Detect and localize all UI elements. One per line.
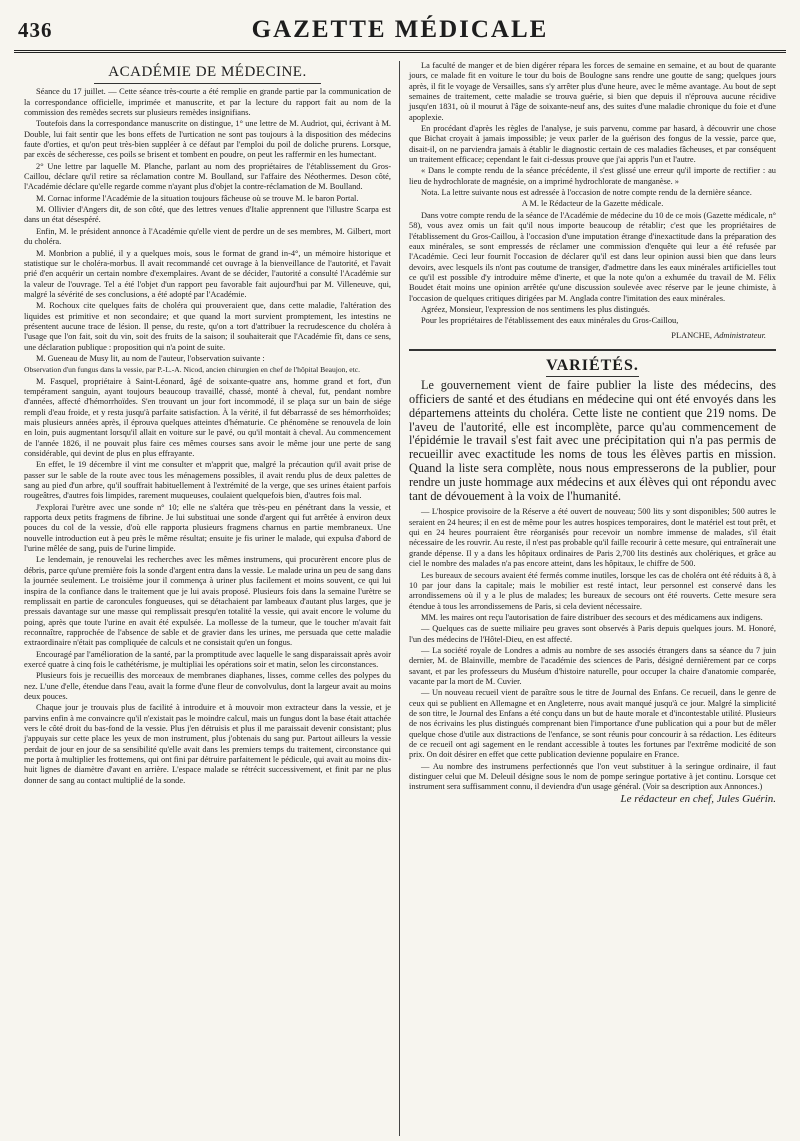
paragraph: M. Monbrion a publié, il y a quelques mois, sous le format de grand in-4°, un mémoire historique et statistique sur le choléra-morbus. Il avait recommandé cet ouvrage à la bienveillance de l'autorité, et l'avait prié d'en acquérir un certain nombre d'exemplaires. Avant de se décider, l'autorité a consulté l'Académie sur la valeur de l'ouvrage. Tel a été l'objet d'un rapport peu favorable fait aujourd'hui par M. Villeneuve, qui, malgré la sévérité de ses conclusions, a été adopté par l'Académie. — [24, 248, 391, 299]
lead-block — [409, 379, 776, 503]
signature-role: Administrateur. — [714, 330, 766, 340]
paragraph: Le lendemain, je renouvelai les recherches avec les mêmes instrumens, qui procurèrent encore plus de débris, parce qu'une première fois la sonde d'argent entra dans la vessie. Le malade urina un peu de sang dans la journée seulement. Le troisième jour il commença à uriner plus facilement et moins souvent, ce qui lui inspira de la confiance dans le traitement que je lui avais proposé. Plusieurs fois dans la semaine l'urètre se remplissait en partie de caroncules fongueuses, qui se détachaient par lambeaux d'autant plus larges, que je pressais davantage sur une masse qui remplissait presqu'en totalité la vessie, qui avait encore le volume du poing, après que toute l'urine en avait été expulsée. La mollesse de la tumeur, que le toucher m'avait fait reconnaître, rapprochée de l'absence de sable et de gravier dans les urines, me persuada que cette maladie extraordinaire n'était pas compliquée de calculs et ne consistait qu'en un fongus. — [24, 555, 391, 648]
paragraph: — Au nombre des instrumens perfectionnés que l'on veut substituer à la seringue ordinaire, il faut distinguer celui que M. Deleuil désigne sous le nom de pompe seringue portative à jet continu. Lorsque cet instrument sera suffisamment connu, il deviendra d'un usage général. (Voir sa description aux Annonces.) — [409, 761, 776, 792]
lead-paragraph: Le gouvernement vient de faire publier la liste des médecins, des officiers de santé et des étudians en médecine qui ont été envoyés dans les départemens atteints du choléra. Cette liste ne contient que 219 noms. De l'aveu de l'autorité, elle est incomplète, parce qu'au commencement de l'épidémie le travail s'est fait avec une précipitation qui n'a pas permis de recueillir avec exactitude les noms de tous les élèves partis en mission. Quand la liste sera complète, nous nous empresserons de la publier, pour rendre un juste hommage aux médecins et aux élèves qui ont répondu avec tant de dévouement à la voix de l'humanité. — [409, 378, 776, 503]
paragraph: En procédant d'après les règles de l'analyse, je suis parvenu, comme par hasard, à découvrir une chose que Bichat croyait à jamais impossible; je veux parler de la guérison des fongus de la vessie, parce que, disait-il, on ne parviendra jamais à établir le diagnostic certain de ces maladies fâcheuses, et par conséquent un traitement efficace; cependant le fait ci-dessus prouve que j'ai appris l'un et l'autre. — [409, 124, 776, 165]
paragraph: M. Gueneau de Musy lit, au nom de l'auteur, l'observation suivante : — [36, 353, 265, 363]
paragraph: Encouragé par l'amélioration de la santé, par la promptitude avec laquelle le sang disparaissait après avoir exercé quatre à cinq fois le cathétérisme, je multipliai les opérations soir et matin, selon les circonstances. — [24, 649, 391, 669]
erratum-paragraph: « Dans le compte rendu de la séance précédente, il s'est glissé une erreur qu'il importe de rectifier : au lieu de hydrochlorate de magnésie, on a imprimé hydrochlorate de manganèse. » — [409, 166, 776, 186]
paragraph: Agréez, Monsieur, l'expression de nos sentimens les plus distingués. — [421, 304, 650, 314]
paragraph: M. Cornac informe l'Académie de la situation toujours fâcheuse où se trouve M. le baron Portal. — [36, 193, 359, 203]
columns — [14, 61, 786, 1136]
paragraph: Plusieurs fois je recueillis des morceaux de membranes diaphanes, lisses, comme celles des polypes du nez. L'une d'elle, étendue dans l'eau, avait la forme d'une fleur de convolvulus, dont la largeur avait au moins deux pouces. — [24, 671, 391, 701]
signature-name: PLANCHE, — [671, 330, 713, 340]
journal-title: GAZETTE MÉDICALE — [251, 16, 549, 43]
paragraph: Séance du 17 juillet. — Cette séance très-courte a été remplie en grande partie par la communication de la correspondance officielle, imprimée et manuscrite, et par la lecture du rapport fait au nom de la commission des remèdes secrets sur plusieurs remèdes insignifians. — [24, 87, 391, 118]
paragraph: Pour les propriétaires de l'établissement des eaux minérales du Gros-Caillou, — [421, 316, 679, 326]
paragraph: — Quelques cas de suette miliaire peu graves sont observés à Paris depuis quelques jours. M. Honoré, l'un des médecins de l'Hôtel-Dieu, en est affecté. — [409, 624, 776, 644]
page-number: 436 — [18, 18, 53, 42]
paragraph: La faculté de manger et de bien digérer répara les forces de semaine en semaine, et au bout de quarante jours, ce malade fit en voiture le tour du bois de Boulogne sans rendre une goutte de sang; quelques jours après, il fit le voyage de Versailles, sans s'y arrêter plus d'une heure, avec le même avantage. Au bout de sept semaines de traitement, cette maladie se trouva guérie, si bien que depuis il n'éprouva aucune récidive jusqu'en 1831, où il mourut à l'âge de soixante-neuf ans, des suites d'une maladie chronique du foie et d'une apoplexie. — [409, 61, 776, 122]
paragraph: M. Rochoux cite quelques faits de choléra qui prouveraient que, dans cette maladie, l'altération des liquides est primitive et non secondaire; et que quand la mort survient promptement, les intestins ne présentent aucune trace de lésion. Il pense, du reste, qu'on a tort d'attribuer la recrudescence du choléra à l'usage que l'on fait, soit du vin, soit des fruits de la saison; il souhaiterait que l'Académie fît, dans ce sens, une déclaration publique : proposition qui n'a point de suite. — [24, 301, 391, 352]
note-paragraph: Nota. La lettre suivante nous est adressée à l'occasion de notre compte rendu de la dernière séance. — [421, 188, 752, 198]
observation-title: Observation d'un fungus dans la vessie, par P.-L.-A. Nicod, ancien chirurgien en chef de l'hôpital Beaujon, etc. — [24, 365, 360, 375]
letter-signature — [409, 331, 766, 341]
paragraph: M. Ollivier d'Angers dit, de son côté, que des lettres venues d'Italie apprennent que l'illustre Scarpa est dans un état désespéré. — [24, 205, 391, 225]
section-title-varietes: VARIÉTÉS. — [409, 361, 776, 371]
paragraph: Enfin, M. le président annonce à l'Académie qu'elle vient de perdre un de ses membres, M. Gilbert, mort du choléra. — [24, 226, 391, 247]
paragraph: — La société royale de Londres a admis au nombre de ses associés étrangers dans sa séance du 7 juin dernier, M. de Blainville, membre de l'académie des sciences de Paris, désigné dernièrement par ce corps savant, et par les professeurs du Muséum d'histoire naturelle, pour occuper la chaire d'anatomie comparée, vacante par la mort de M. Cuvier. — [409, 645, 776, 686]
section-title-academie: ACADÉMIE DE MÉDECINE. — [24, 67, 391, 77]
paragraph: Les bureaux de secours avaient été fermés comme inutiles, lorsque les cas de choléra ont été réduits à 8, à 10 par jour dans la capitale; mais le mobilier est resté intact, leur personnel est conservé dans les arrondissemens où il y a le plus de malades; les bureaux de secours ont été rouverts. Cette mesure sera étendue à tous les arrondissemens de Paris, si cela devient nécessaire. — [409, 570, 776, 611]
left-column — [14, 61, 400, 1136]
letter-heading: A M. le Rédacteur de la Gazette médicale. — [521, 199, 664, 209]
paragraph: Dans votre compte rendu de la séance de l'Académie de médecine du 10 de ce mois (Gazette médicale, n° 58), vous avez omis un fait qu'il nous importe beaucoup de rétablir; c'est que les propriétaires de l'établissement du Gros-Caillou, à l'occasion d'une imputation étrange d'inexactitude dans la préparation des eaux minérales, se sont empressés de réclamer une commission d'enquête qui leur a été refusée par l'Académie. Ceci leur fournit l'occasion de déclarer qu'il est dans leur opinion aussi bien que dans leurs devoirs, avec lesquels ils n'ont pas coutume de transiger, d'admettre dans les eaux minérales artificielles tout ce qu'il est possible d'y introduire même d'inerte, et que la note qu'on a exhumée du travail de M. Félix Boudet était moins une opinion arrêtée qu'une discussion soulevée avec réserve par le jeune chimiste, à l'occasion de quelques critiques dirigées par M. Anglada contre l'imitation des eaux minérales. — [409, 210, 776, 303]
paragraph: — Un nouveau recueil vient de paraître sous le titre de Journal des Enfans. Ce recueil, dans le genre de ceux qui se publient en Allemagne et en Angleterre, nous avait manqué jusqu'à ce jour. Malgré la simplicité de son titre, le Journal des Enfans a été conçu dans un but de haute morale et d'incontestable utilité. Plusieurs de nos écrivains les plus distingués comprenant bien l'importance d'une publication qui a pour but de mêler quelque chose d'utile aux distractions de l'enfance, se sont réunis pour concourir à sa rédaction. Les éditeurs de ce recueil ont agi sagement en le rendant accessible à toutes les fortunes par l'extrême modicité de son prix. On doit désirer en effet que cette publication devienne populaire en France. — [409, 688, 776, 760]
paragraph: Chaque jour je trouvais plus de facilité à introduire et à mouvoir mon extracteur dans la vessie, et je parvins enfin à me convaincre qu'il n'existait pas le moindre calcul, mais un fungus dont la base était attachée vers le côté droit du bas-fond de la vessie. Plus j'en détruisis et plus il me paraissait devenir consistant; plus j'appuyais sur cette place les yeux de mon instrument, plus j'obtenais du sang pur. Partout ailleurs la vessie perdait de jour en jour de sa sensibilité qu'elle avait dans les premiers temps du traitement, circonstance qui me porta à multiplier les frottemens, qui ont fini par détruire parfaitement le pédicule, qui avait au moins dix-huit lignes de diamètre d'avant en arrière. L'espace malade se rétrécit successivement, et finit par ne plus donner de sang au contact multiplié de la sonde. — [24, 703, 391, 785]
paragraph: — L'hospice provisoire de la Réserve a été ouvert de nouveau; 500 lits y sont disponibles; 500 autres le seraient en 24 heures; il en est de même pour les autres hospices temporaires, dont le matériel est tout prêt, et qui en 24 heures pourraient être réorganisés pour recevoir un nombre immense de malades, s'il était nécessaire de les rouvrir. Au reste, il n'est pas probable qu'il faille recourir à cette mesure, qui entraînerait une grande dépense. Il y a dans les hôpitaux ordinaires de Paris 2,700 lits destinés aux cholériques, et grâce au ciel le nombre des malades n'a pas encore atteint, dans les hôpitaux, le chiffre de 500. — [409, 507, 776, 569]
editor-signature: Le rédacteur en chef, Jules Guérin. — [620, 792, 776, 805]
paragraph: M. Fasquel, propriétaire à Saint-Léonard, âgé de soixante-quatre ans, homme grand et fort, d'un tempérament sanguin, ayant toujours beaucoup travaillé, chassé, monté à cheval, fut, pendant nombre d'années, affecté d'hémorrhoïdes. S'en trouvant un jour fort incommodé, il se plaça sur un bain de siége rempli d'eau froide, et y resta jusqu'à parfaite satisfaction. À la vérité, il fut débarrassé de ses hémorrhoïdes; mais plusieurs années après, il éprouva quelques atteintes d'hématurie. Ce phénomène se renouvela de loin en loin, puis augmentant lorsqu'il allait en voiture sur le pavé, ou qu'il montait à cheval. Au commencement de l'année 1826, il ne pouvait plus faire ces mêmes courses sans avoir le même jour une perte de sang considérable, qui devint de plus en plus effrayante. — [24, 376, 391, 459]
right-column — [400, 61, 786, 1136]
page-header — [14, 10, 786, 53]
paragraph: J'explorai l'urètre avec une sonde n° 10; elle ne s'altéra que très-peu en pénétrant dans la vessie, et rapporta deux petits fragmens de fibrine. Je lui substituai une sonde d'argent qui fut arrêtée à environ deux pouces du col de la vessie, d'où elle rapporta plusieurs fragmens charnus en partie membraneux. Une nouvelle introduction eut à peu près le même résultat; ensuite je fis uriner le malade, qui expulsa d'abord de l'urine mêlée de sang, puis de l'urine limpide. — [24, 502, 391, 554]
section-divider — [409, 349, 776, 351]
paragraph: 2° Une lettre par laquelle M. Planche, parlant au nom des propriétaires de l'établissement du Gros-Caillou, déclare qu'il retire sa réclamation contre M. Boulland, sur l'affaire des Néothermes. Deson côté, l'Académie déclare qu'elle regarde comme n'ayant plus d'objet la contre-réclamation de M. Boulland. — [24, 161, 391, 192]
paragraph: MM. les maires ont reçu l'autorisation de faire distribuer des secours et des médicamens aux indigens. — [421, 612, 763, 622]
paragraph: En effet, le 19 décembre il vint me consulter et m'apprit que, malgré la précaution qu'il avait prise de passer sur le sable de la route avec tous les ménagemens possibles, il avait rendu plus de deux palettes de sang au pied d'un arbre, qu'il souffrait habituellement à l'extrémité de la verge, que ses urines étaient parfois rougeâtres, d'autres fois limpides, rarement muqueuses, coulaient quelquefois bien, d'autres fois mal. — [24, 460, 391, 501]
paragraph: Toutefois dans la correspondance manuscrite on distingue, 1° une lettre de M. Audriot, qui, écrivant à M. Double, lui fait sentir que les bons effets de l'urtication ne sont pas toujours à la disposition des médecins faute d'orties, et qu'on peut très-bien suppléer à ce défaut par l'emploi du poil de doliche prurens. Lorsque, par excès de sécheresse, ces poils se brisent et tombent en poudre, on peut les raffermir en les humectant. — [24, 119, 391, 160]
